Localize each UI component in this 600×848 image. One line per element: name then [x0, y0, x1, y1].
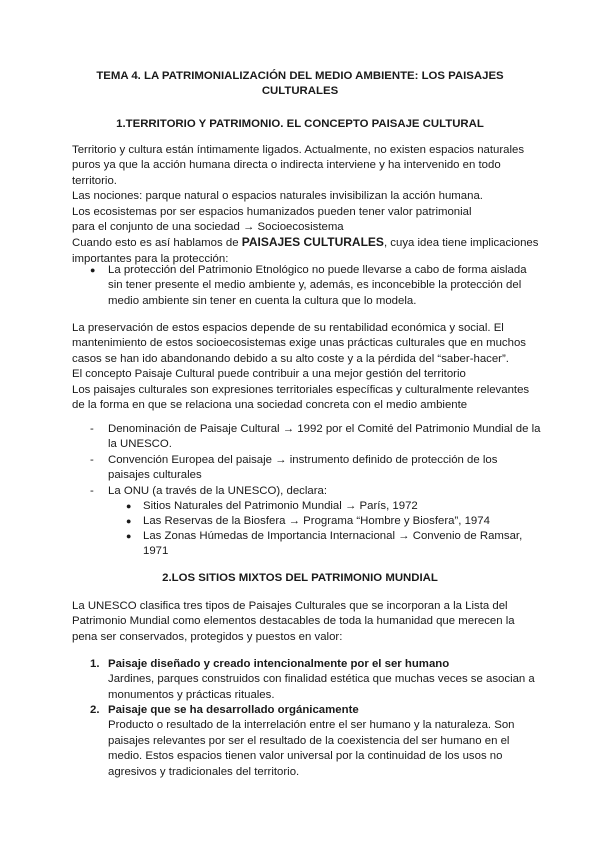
sub-bullet-item-2 [126, 514, 530, 529]
bold-term-paisajes-culturales: PAISAJES CULTURALES [241, 235, 384, 250]
item-text-line: Producto o resultado de la interrelación entre el ser humano y la naturaleza. Son [108, 719, 515, 732]
bullet-item [90, 263, 530, 309]
sub-bullet-text-line: Las Zonas Húmedas de Importancia Internacional → Convenio de Ramsar, [143, 530, 523, 542]
text-line: Territorio y cultura están íntimamente ligados. Actualmente, no existen espacios naturales [72, 144, 525, 156]
text-line: puros ya que la acción humana directa o indirecta interviene y ha intervenido en todo [72, 159, 501, 172]
dash-text-line: Denominación de Paisaje Cultural → 1992 por el Comité del Patrimonio Mundial de la [108, 423, 541, 435]
title-line-1: TEMA 4. LA PATRIMONIALIZACIÓN DEL MEDIO AMBIENTE: LOS PAISAJES [96, 70, 504, 82]
item-number: 2. [90, 704, 100, 716]
title-line-2: CULTURALES [261, 85, 339, 98]
dash-text-line: paisajes culturales [108, 469, 202, 482]
item-text-line: medio. Estos espacios tienen valor universal por la continuidad de los usos no [108, 750, 503, 763]
text-line: importantes para la protección: [72, 252, 229, 265]
section-1-paragraph-1 [72, 143, 539, 267]
sub-bullet-item-3 [126, 529, 530, 560]
text-fragment: , cuya idea tiene implicaciones [383, 237, 539, 250]
text-line: La UNESCO clasifica tres tipos de Paisajes Culturales que se incorporan a la Lista del [72, 600, 508, 612]
text-line-with-bold [72, 235, 539, 251]
dash-marker: - [90, 485, 94, 497]
bullet-text-line: sin tener presente el medio ambiente y, además, es inconcebible la protección del [108, 279, 522, 292]
sub-bullet-text-line: 1971 [143, 545, 169, 558]
text-line: territorio. [72, 174, 117, 187]
sub-bullet-item-1 [126, 499, 530, 514]
item-title: Paisaje que se ha desarrollado orgánicamente [108, 704, 359, 716]
bullet-marker-icon: ● [126, 501, 132, 511]
dash-text-line: La ONU (a través de la UNESCO), declara: [108, 485, 328, 497]
item-text-line: paisajes relevantes por ser el resultado de la coexistencia del ser humano en el [108, 734, 510, 747]
text-line: Los ecosistemas por ser espacios humanizados pueden tener valor patrimonial [72, 205, 472, 218]
text-line: El concepto Paisaje Cultural puede contribuir a una mejor gestión del territorio [72, 368, 466, 381]
dash-text-line: Convención Europea del paisaje → instrumento definido de protección de los [108, 454, 498, 466]
dash-item-2 [90, 453, 530, 484]
bullet-text-line: medio ambiente sin tener en cuenta la cultura que lo modela. [108, 294, 417, 307]
dash-marker: - [90, 454, 94, 466]
document-title [72, 69, 528, 100]
text-line: mantenimiento de estos socioecosistemas exige unas prácticas culturales que en muchos [72, 337, 526, 350]
section-2-intro [72, 599, 528, 645]
bullet-text-line: La protección del Patrimonio Etnológico no puede llevarse a cabo de forma aislada [108, 264, 527, 276]
numbered-item-2 [90, 703, 530, 780]
item-text-line: agresivos y tradicionales del territorio. [108, 765, 300, 778]
item-title: Paisaje diseñado y creado intencionalmente por el ser humano [108, 658, 450, 670]
dash-text-line: la UNESCO. [108, 438, 172, 451]
item-text-line: Jardines, parques construidos con finalidad estética que muchas veces se asocian a [108, 673, 535, 686]
bullet-marker-icon: ● [126, 531, 132, 541]
text-line: casos se han ido abandonando debido a su alto coste y a la pérdida del “saber-hacer”. [72, 352, 509, 365]
text-line: para el conjunto de una sociedad → Socioecosistema [72, 221, 344, 234]
section-2-heading: 2.LOS SITIOS MIXTOS DEL PATRIMONIO MUNDIAL [162, 572, 438, 584]
bullet-marker-icon: ● [126, 516, 132, 526]
sub-bullet-text-line: Las Reservas de la Biosfera → Programa “Hombre y Biosfera”, 1974 [143, 515, 490, 527]
dash-item-1 [90, 422, 541, 453]
text-line: de la forma en que se relaciona una sociedad concreta con el medio ambiente [72, 399, 468, 412]
dash-marker: - [90, 423, 94, 435]
text-line: pena ser conservados, protegidos y puestos en valor: [72, 630, 343, 643]
sub-bullet-text-line: Sitios Naturales del Patrimonio Mundial → París, 1972 [143, 500, 418, 512]
bullet-marker-icon: ● [90, 265, 96, 275]
text-line: Los paisajes culturales son expresiones territoriales específicas y culturalmente relevantes [72, 383, 530, 396]
dash-item-3 [90, 484, 530, 499]
numbered-item-1 [90, 657, 535, 703]
text-fragment: Cuando esto es así hablamos de [72, 237, 242, 250]
section-1-paragraph-2 [72, 321, 528, 413]
text-line: La preservación de estos espacios depende de su rentabilidad económica y social. El [72, 322, 504, 334]
item-number: 1. [90, 658, 100, 670]
text-line: Las nociones: parque natural o espacios naturales invisibilizan la acción humana. [72, 190, 483, 203]
item-text-line: monumentos y prácticas rituales. [108, 688, 275, 701]
text-line: Patrimonio Mundial como elementos destacables de toda la humanidad que merecen la [72, 615, 515, 628]
section-1-heading: 1.TERRITORIO Y PATRIMONIO. EL CONCEPTO PAISAJE CULTURAL [116, 118, 484, 130]
